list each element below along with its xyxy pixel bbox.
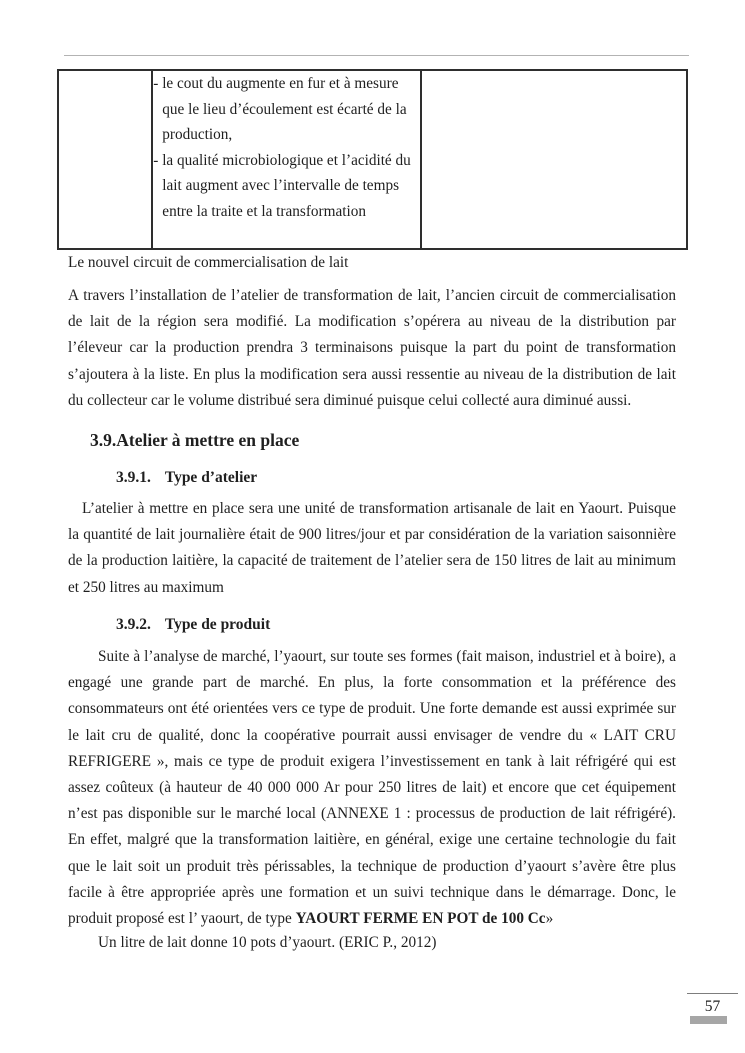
- table-cell-right-empty: [421, 70, 687, 249]
- heading-number: 3.9.2.: [116, 616, 151, 633]
- paragraph-type-produit: [68, 644, 676, 932]
- footer-rule: [687, 993, 738, 994]
- heading-3-9-atelier: 3.9.Atelier à mettre en place: [90, 430, 300, 450]
- heading-label: Type d’atelier: [164, 469, 258, 486]
- paragraph-produit-text: Suite à l’analyse de marché, l’yaourt, sur toute ses formes (fait maison, industriel et à boire), a engagé une grande part de marché. En plus, la forte consommation et la préférence des consommateurs ont été orientées vers ce type de produit. Une forte demande est aussi exprimée sur le lait cru de qualité, donc la coopérative pourrait aussi envisager de vendre du « LAIT CRU REFRIGERE », mais ce type de produit exigera l’investissement en tank à lait réfrigéré qui est assez coûteux (à hauteur de 40 000 000 Ar pour 250 litres de lait) et encore que cet équipement n’est pas disponible sur le marché local (ANNEXE 1 : processus de production de lait réfrigéré). En effet, malgré que la transformation laitière, en général, exige une certaine technologie du fait que le lait soit un produit très périssables, la technique de production d’yaourt s’avère être plus facile à être appropriée après une formation et un suivi technique dans le démarrage. Donc, le produit proposé est l’ yaourt, de type: [68, 648, 676, 928]
- product-name-bold: YAOURT FERME EN POT de 100 Cc: [295, 910, 546, 928]
- table-top-remnant-line: [64, 55, 689, 56]
- closing-guillemet: »: [545, 910, 554, 928]
- heading-3-9-1-type-atelier: [116, 465, 257, 491]
- heading-3-9-2-type-produit: [116, 612, 270, 638]
- table-cell-disadvantages: [152, 70, 421, 249]
- bullet-item-quality: - la qualité microbiologique et l’acidité du lait augment avec l’intervalle de temps entre la traite et la transformation: [153, 151, 411, 220]
- table-caption: Le nouvel circuit de commercialisation de lait: [68, 254, 349, 271]
- page-number: 57: [704, 998, 721, 1015]
- heading-number: 3.9.1.: [116, 469, 151, 486]
- milk-circuit-table: [57, 69, 688, 250]
- bullet-item-cost: - le cout du augmente en fur et à mesure que le lieu d’écoulement est écarté de la production,: [153, 75, 407, 143]
- heading-label: Type de produit: [164, 616, 271, 633]
- paragraph-circuit-commercialisation: A travers l’installation de l’atelier de transformation de lait, l’ancien circuit de commercialisation de lait de la région sera modifié. La modification s’opérera au niveau de la distribution par l’éleveur car la production prendra 3 terminaisons puisque la part du point de transformation s’ajoutera à la liste. En plus la modification sera aussi ressentie au niveau de la distribution de lait du collecteur car le volume distribué sera diminué puisque celui collecté aura diminué aussi.: [68, 287, 676, 409]
- footer-gray-bar: [690, 1016, 727, 1024]
- table-row: [58, 70, 687, 249]
- paragraph-type-atelier: L’atelier à mettre en place sera une unité de transformation artisanale de lait en Yaourt. Puisque la quantité de lait journalière était de 900 litres/jour et par considération de la variation saisonnière de la production laitière, la capacité de traitement de l’atelier sera de 150 litres de lait au minimum et 250 litres au maximum: [68, 500, 676, 596]
- table-cell-left-empty: [58, 70, 152, 249]
- yield-citation-line: Un litre de lait donne 10 pots d’yaourt. (ERIC P., 2012): [98, 934, 437, 951]
